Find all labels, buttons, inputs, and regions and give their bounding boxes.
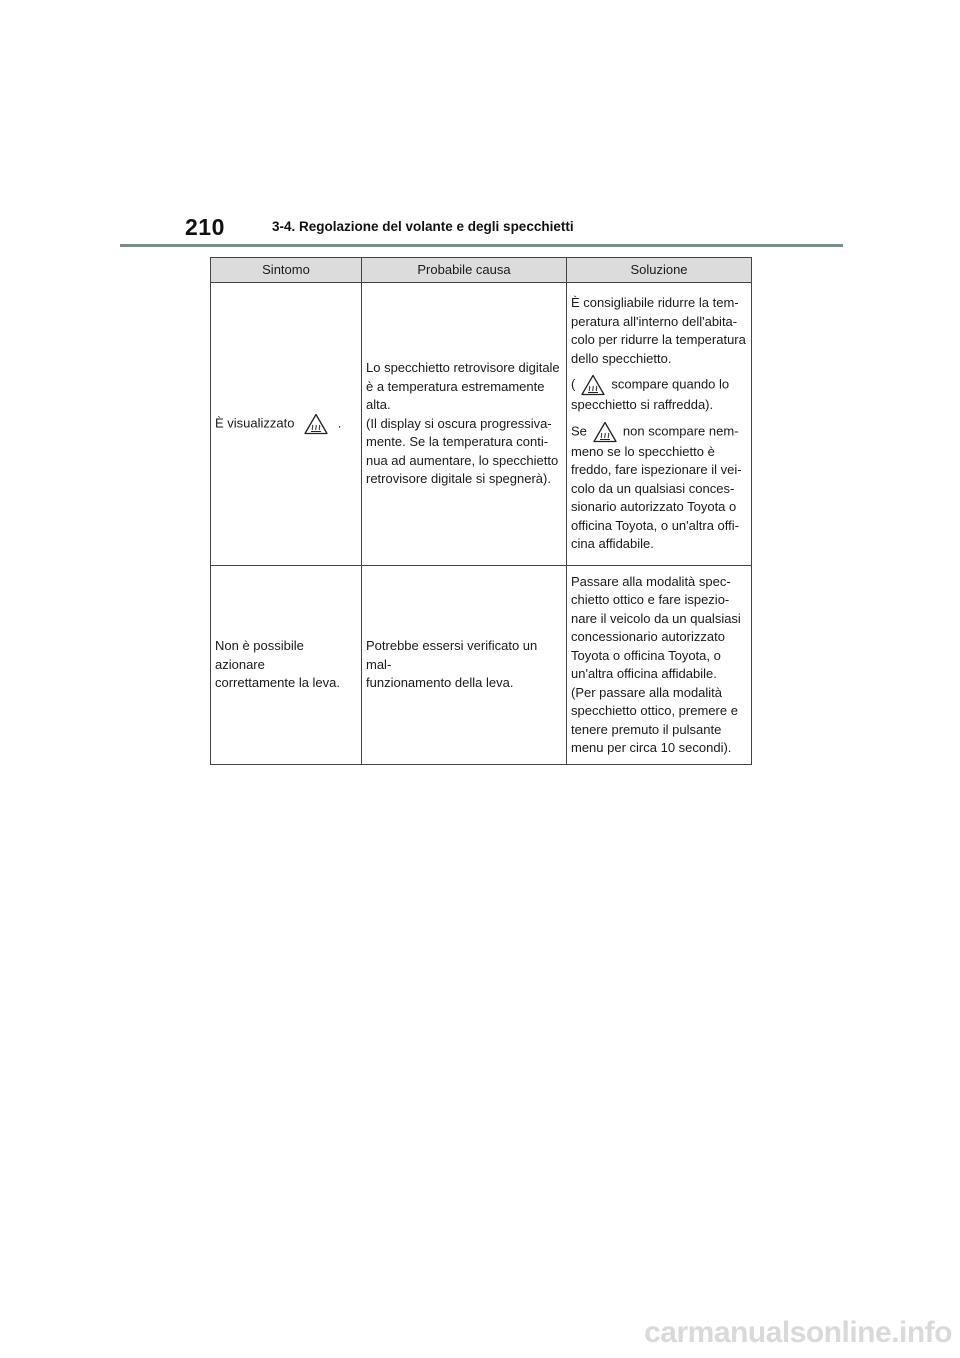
column-header-symptom: Sintomo [211,258,362,283]
table-row [211,566,752,765]
solution-text-after: non scompare nem- [622,423,739,439]
solution-text-before: ( [571,376,576,392]
solution-line: tenere premuto il pulsante [571,721,722,737]
symptom-line: Non è possibile azionare [215,638,304,672]
solution-line: Passare alla modalità spec- [571,573,731,589]
solution-line: menu per circa 10 secondi). [571,740,732,755]
section-title: 3-4. Regolazione del volante e degli specchietti [272,219,574,234]
solution-line: cina affidabile. [571,536,654,552]
solution-line: Toyota o officina Toyota, o [571,647,721,663]
solution-line: sionario autorizzato Toyota o [571,499,737,515]
cause-line: nua ad aumentare, lo specchietto [366,452,559,468]
symptom-text-after: . [337,415,342,431]
symptom-cell [211,283,362,566]
high-temperature-warning-icon [593,421,617,443]
solution-line: colo per ridurre la temperatura [571,332,746,348]
cause-line: (Il display si oscura progressiva- [366,415,552,431]
cause-line: Lo specchietto retrovisore digitale [366,360,560,376]
high-temperature-warning-icon [304,413,328,435]
solution-text-before: Se [571,423,587,439]
table-row [211,283,752,566]
table-header-row [211,258,752,283]
cause-line: Potrebbe essersi verificato un mal- [366,638,538,672]
solution-line: un'altra officina affidabile. [571,666,717,681]
solution-line: dello specchietto. [571,350,672,366]
column-header-solution: Soluzione [567,258,752,283]
page-number: 210 [185,214,225,240]
solution-line: specchietto ottico, premere e [571,703,738,718]
high-temperature-warning-icon [581,374,605,396]
cause-line: retrovisore digitale si spegnerà). [366,471,551,487]
solution-line [571,421,747,443]
symptom-cell [211,566,362,765]
solution-line: meno se lo specchietto è [571,443,715,459]
watermark[interactable]: carmanualsonline.info [644,1316,952,1349]
solution-line: freddo, fare ispezionare il vei- [571,462,742,478]
solution-line: concessionario autorizzato [571,629,725,644]
cause-cell [362,283,567,566]
cause-line: è a temperatura estremamente [366,378,545,394]
cause-line: mente. Se la temperatura conti- [366,434,549,450]
solution-line: colo da un qualsiasi conces- [571,480,735,496]
solution-line: È consigliabile ridurre la tem- [571,295,739,311]
cause-cell [362,566,567,765]
solution-line: peratura all'interno dell'abita- [571,313,738,329]
symptom-line: correttamente la leva. [215,675,341,691]
solution-line [571,374,747,396]
solution-cell [567,566,752,765]
column-header-cause: Probabile causa [362,258,567,283]
solution-line: (Per passare alla modalità [571,684,723,700]
solution-line: officina Toyota, o un'altra offi- [571,517,739,533]
troubleshooting-table [210,257,752,765]
solution-line: specchietto si raffredda). [571,397,714,413]
solution-line: nare il veicolo da un qualsiasi [571,610,741,626]
symptom-text-before: È visualizzato [215,415,295,431]
cause-line: funzionamento della leva. [366,675,514,691]
solution-text-after: scompare quando lo [611,376,730,392]
solution-cell [567,283,752,566]
solution-line: chietto ottico e fare ispezio- [571,592,730,607]
cause-line: alta. [366,397,391,413]
header-divider [120,244,843,247]
